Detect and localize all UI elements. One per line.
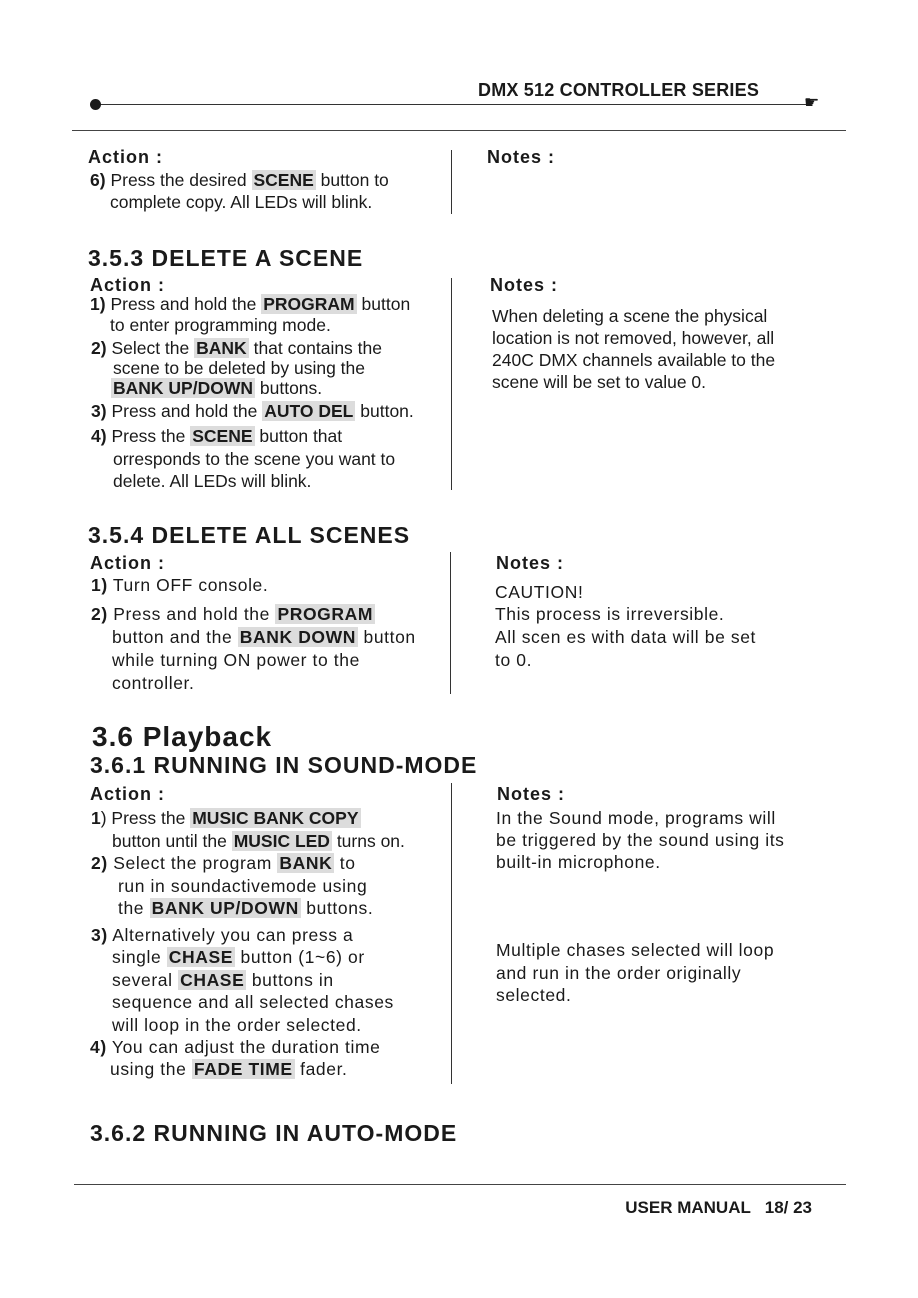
step-2: 2) Press and hold the PROGRAM (91, 604, 374, 624)
step-2-cont3: controller. (112, 673, 195, 693)
step-3: 3) Press and hold the AUTO DEL button. (91, 401, 414, 421)
scene-key: SCENE (253, 170, 314, 190)
step-2-cont2: while turning ON power to the (112, 650, 360, 670)
step-4-cont: orresponds to the scene you want to (113, 449, 396, 469)
scene-key: SCENE (192, 426, 253, 446)
step-2-cont: scene to be deleted by using the (113, 358, 365, 378)
note-line: This process is irreversible. (495, 604, 725, 624)
music-bank-copy-key: MUSIC BANK COPY (192, 808, 359, 828)
step-1: 1) Turn OFF console. (91, 575, 269, 595)
step-3-cont4: will loop in the order selected. (112, 1015, 362, 1035)
note-line: In the Sound mode, programs will (496, 808, 776, 828)
note-line: When deleting a scene the physical (492, 306, 768, 326)
music-led-key: MUSIC LED (233, 831, 330, 851)
note-line: location is not removed, however, all (492, 328, 775, 348)
step-1: 1) Press and hold the PROGRAM button (90, 294, 411, 314)
bank-down-key: BANK DOWN (239, 627, 357, 647)
note-line: Multiple chases selected will loop (496, 940, 775, 960)
note-line: selected. (496, 985, 572, 1005)
step-2: 2) Select the program BANK to (91, 853, 356, 873)
section-heading-3-6: 3.6 Playback (92, 721, 273, 752)
note-line: built-in microphone. (496, 852, 661, 872)
section-heading-3-6-2: 3.6.2 RUNNING IN AUTO-MODE (90, 1120, 458, 1146)
section-heading-3-5-3: 3.5.3 DELETE A SCENE (88, 245, 364, 271)
note-line: to 0. (495, 650, 533, 670)
bank-key: BANK (279, 853, 333, 873)
step-4-cont2: delete. All LEDs will blink. (113, 471, 312, 491)
section-heading-3-5-4: 3.5.4 DELETE ALL SCENES (88, 522, 411, 548)
note-line: 240C DMX channels available to the (492, 350, 776, 370)
step-1: 1) Press the MUSIC BANK COPY (91, 808, 359, 828)
action-label: Action : (90, 553, 165, 573)
note-line: All scen es with data will be set (495, 627, 757, 647)
step-6-cont: complete copy. All LEDs will blink. (110, 192, 373, 212)
footer-page-info: USER MANUAL 18/ 23 (625, 1198, 812, 1217)
column-divider (451, 783, 452, 1084)
step-2-cont2: the BANK UP/DOWN buttons. (118, 898, 374, 918)
header-bullet-icon (90, 99, 101, 110)
note-line: be triggered by the sound using its (496, 830, 785, 850)
bank-up-down-key: BANK UP/DOWN (151, 898, 299, 918)
notes-label: Notes : (497, 784, 566, 804)
step-2-cont: run in soundactivemode using (118, 876, 368, 896)
fade-time-key: FADE TIME (193, 1059, 293, 1079)
chase-key: CHASE (180, 970, 245, 990)
note-line: CAUTION! (495, 582, 584, 602)
notes-label: Notes : (490, 275, 559, 295)
note-line: and run in the order originally (496, 963, 742, 983)
program-key: PROGRAM (263, 294, 355, 314)
note-line: scene will be set to value 0. (492, 372, 707, 392)
column-divider (451, 278, 452, 490)
auto-del-key: AUTO DEL (264, 401, 354, 421)
section-heading-3-6-1: 3.6.1 RUNNING IN SOUND-MODE (90, 752, 478, 778)
action-label: Action : (90, 784, 165, 804)
top-divider (72, 130, 846, 131)
step-3-cont2: several CHASE buttons in (112, 970, 334, 990)
header-title: DMX 512 CONTROLLER SERIES (478, 80, 760, 100)
step-3-cont: single CHASE button (1~6) or (112, 947, 365, 967)
step-4: 4) Press the SCENE button that (91, 426, 343, 446)
pointing-hand-icon: ☛ (804, 93, 820, 112)
step-3: 3) Alternatively you can press a (91, 925, 354, 945)
bank-key: BANK (196, 338, 247, 358)
step-1-cont: to enter programming mode. (110, 315, 331, 335)
step-6: 6) Press the desired SCENE button to (90, 170, 389, 190)
chase-key: CHASE (168, 947, 234, 967)
column-divider (450, 552, 451, 694)
step-4: 4) You can adjust the duration time (90, 1037, 381, 1057)
notes-label: Notes : (487, 147, 556, 167)
step-2: 2) Select the BANK that contains the (91, 338, 382, 358)
action-label: Action : (88, 147, 163, 167)
step-4-cont: using the FADE TIME fader. (110, 1059, 348, 1079)
action-label: Action : (90, 275, 165, 295)
column-divider (451, 150, 452, 214)
footer-divider (74, 1184, 846, 1185)
bank-up-down-key: BANK UP/DOWN (113, 378, 253, 398)
step-2-cont: button and the BANK DOWN button (112, 627, 416, 647)
step-1-cont: button until the MUSIC LED turns on. (112, 831, 405, 851)
header-rule (96, 104, 808, 105)
step-3-cont3: sequence and all selected chases (112, 992, 394, 1012)
notes-label: Notes : (496, 553, 565, 573)
step-2-cont2: BANK UP/DOWN buttons. (113, 378, 323, 398)
program-key: PROGRAM (277, 604, 374, 624)
